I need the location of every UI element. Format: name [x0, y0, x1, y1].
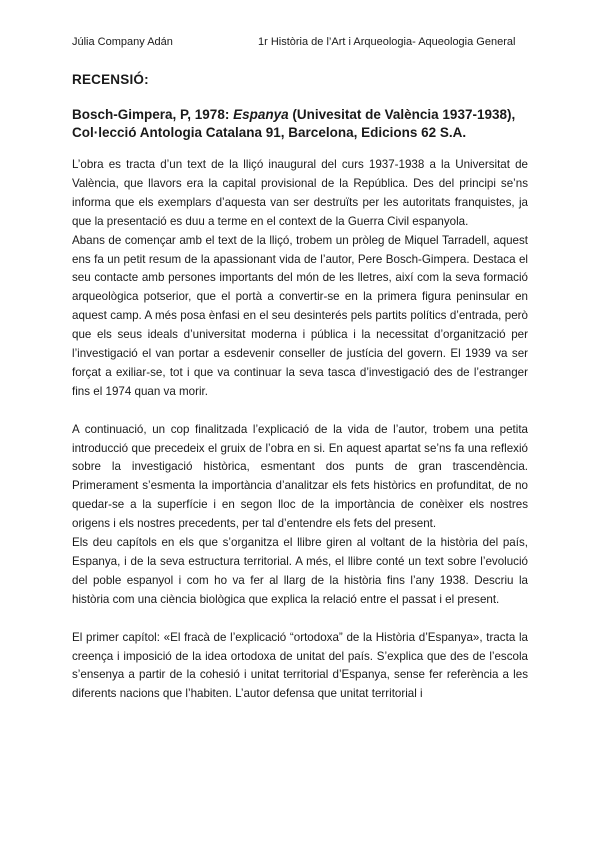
paragraph: Abans de començar amb el text de la lliçó, trobem un pròleg de Miquel Tarradell, aquest ens fa un petit resum de la apassionant vida de l’autor, Pere Bosch-Gimpera. Destaca el seu contacte amb persones importants del món de les lletres, així com la seva formació arqueològica potserior, que el portà a convertir-se en la primera figura peninsular en aquest camp. A més posa ènfasi en el seu desinterés pels partits polítics d’entrada, però que els seus ideals d’universitat moderna i pública i la necessitat d’organització per l’investigació el van portar a esdevenir conseller de justícia del govern. El 1939 va ser forçat a exiliar-se, tot i que va continuar la seva tasca d’investigació des de l’estranger fins el 1974 quan va morir.	[72, 233, 528, 398]
citation-suffix: (Univesitat de València 1937-1938), Col·lecció Antologia Catalana 91, Barcelona, Edicions 62 S.A.	[72, 107, 516, 140]
document-title: RECENSIÓ:	[72, 72, 149, 87]
paragraph: Els deu capítols en els que s’organitza el llibre giren al voltant de la història del país, Espanya, i de la seva estructura territorial. A més, el llibre conté un text sobre l’evolució del poble espanyol i com ho va fer al llarg de la història fins l’any 1938. Descriu la història com una ciència biològica que explica la relació entre el passat i el present.	[72, 536, 528, 606]
citation-book-title: Espanya	[233, 107, 289, 122]
citation-prefix: Bosch-Gimpera, P, 1978:	[72, 107, 234, 122]
page-header	[72, 36, 528, 50]
paragraph: A continuació, un cop finalitzada l’explicació de la vida de l’autor, trobem una petita introducció que precedeix el gruix de l’obra en si. En aquest apartat se’ns fa una reflexió sobre la investigació històrica, esmentant dos punts de gran trascendència. Primerament s’esmenta la importància d’analitzar els fets històrics en profunditat, de no quedar-se a la superfície i en segon lloc de la importància de conèixer els nostres origens i els nostres precedents, per tal d’entendre els fets del present.	[72, 422, 528, 531]
header-author: Júlia Company Adán	[72, 36, 173, 48]
paragraph: L’obra es tracta d’un text de la lliçó inaugural del curs 1937-1938 a la Universitat de València, que llavors era la capital provisional de la República. Des del principi se’ns informa que els exemplars d’aquesta van ser destruïts per les autoritats franquistes, ja que la presentació es duu a terme en el context de la Guerra Civil espanyola.	[72, 158, 528, 228]
book-citation	[72, 106, 532, 142]
header-course: 1r Història de l’Art i Arqueologia- Aqueologia General	[258, 36, 516, 48]
paragraph: El primer capítol: «El fracà de l’explicació “ortodoxa” de la Història d’Espanya», tracta la creença i imposició de la idea ortodoxa de unitat del país. S’explica que des de l’escola s’ensenya a partir de la cohesió i unitat territorial d’Espanya, sense fer referència a les diferents nacions que l’habiten. L’autor defensa que unitat territorial i	[72, 630, 528, 701]
document-body	[72, 156, 528, 704]
